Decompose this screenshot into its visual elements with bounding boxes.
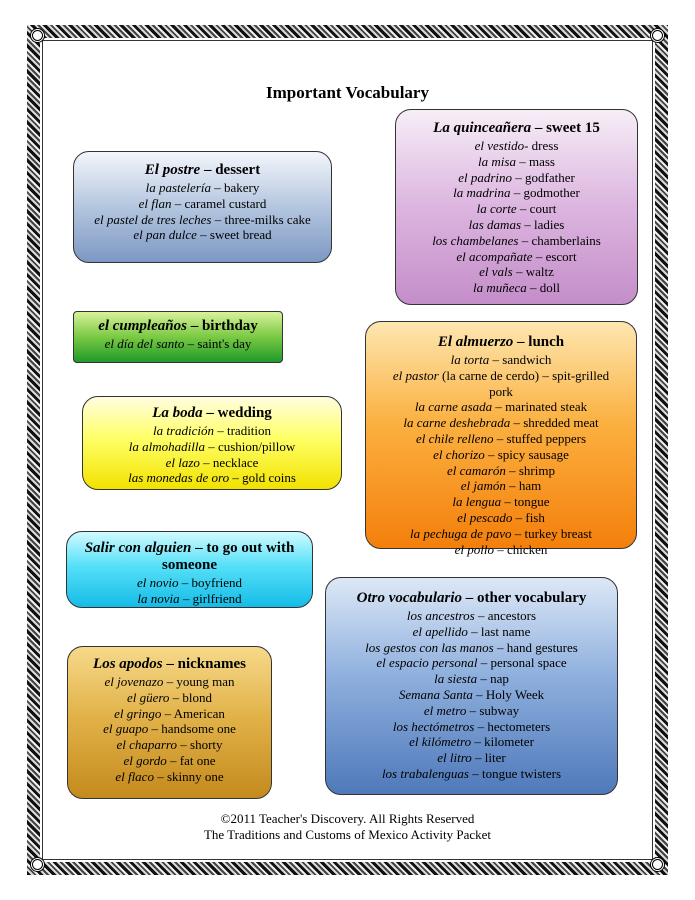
vocab-english-meaning: – tongue twisters (468, 765, 562, 781)
packet-title-line: The Traditions and Customs of Mexico Activity Packet (203, 827, 492, 842)
vocab-entry (326, 640, 617, 656)
vocab-entry (326, 734, 617, 750)
vocab-english-meaning: – fish (512, 509, 545, 525)
vocab-english-meaning: – handsome one (148, 721, 236, 737)
vocab-spanish-term: el litro (437, 750, 472, 766)
vocab-entry (396, 264, 637, 280)
vocab-entry (67, 591, 312, 607)
vocab-english-meaning: – hectometers (474, 718, 551, 734)
vocab-spanish-term: el pastel de tres leches (94, 211, 212, 227)
vocab-spanish-term: la corte (476, 201, 517, 217)
vocab-english-meaning: – fat one (166, 752, 216, 768)
vocab-english-meaning: – caramel custard (171, 195, 267, 211)
vocab-spanish-term: la almohadilla (128, 438, 205, 454)
vocab-entry (326, 655, 617, 671)
box-title (366, 334, 636, 351)
vocab-entry (83, 455, 341, 471)
vocab-spanish-term: el metro (423, 702, 467, 718)
vocab-spanish-term: los chambelanes (432, 232, 519, 248)
vocab-entry (67, 575, 312, 591)
vocab-entry (366, 510, 636, 526)
vocab-entry (366, 384, 636, 400)
vocab-english-meaning: – ancestors (474, 608, 537, 623)
vocab-entry (396, 280, 637, 296)
vocab-english-meaning: – waltz (512, 264, 554, 280)
vocab-entry (366, 447, 636, 463)
box-title-english: – wedding (202, 405, 272, 421)
box-title-english: – birthday (186, 318, 258, 334)
vocab-box-quinceanera (395, 109, 638, 305)
box-title-english: – sweet 15 (531, 120, 600, 136)
vocab-entry (396, 170, 637, 186)
vocab-english-meaning: – shorty (177, 737, 223, 753)
vocab-entry (326, 703, 617, 719)
vocab-english-meaning: – spicy sausage (484, 446, 569, 462)
vocab-spanish-term: el flaco (115, 768, 154, 784)
vocab-entry (68, 737, 271, 753)
vocab-entry (326, 766, 617, 782)
vocab-spanish-term: la tradición (152, 423, 214, 438)
box-title-spanish: el cumpleaños (98, 318, 187, 334)
vocab-entry (366, 352, 636, 368)
vocab-english-meaning: – godmother (510, 185, 580, 201)
box-title-english: – other vocabulary (462, 590, 587, 606)
vocab-box-salir (66, 531, 313, 608)
vocab-spanish-term: los gestos con las manos (365, 639, 494, 655)
vocab-entry (68, 674, 271, 690)
vocab-entry (68, 721, 271, 737)
vocab-entry (74, 336, 282, 352)
vocab-spanish-term: el lazo (165, 454, 200, 470)
vocab-spanish-term: los trabalenguas (381, 765, 469, 781)
vocab-english-meaning: – cushion/pillow (204, 438, 296, 454)
vocab-spanish-term: la muñeca (472, 280, 527, 296)
vocab-entry (396, 201, 637, 217)
vocab-entry (68, 769, 271, 785)
vocab-english-meaning: – tongue (501, 494, 550, 510)
vocab-english-meaning: – tradition (213, 423, 272, 438)
vocab-english-meaning: – liter (471, 750, 506, 766)
vocab-spanish-term: el novio (136, 575, 179, 590)
vocab-english-meaning: – sweet bread (196, 227, 272, 243)
copyright-line: ©2011 Teacher's Discovery. All Rights Reserved (220, 811, 475, 826)
vocab-english-meaning: – marinated steak (492, 399, 588, 415)
vocab-spanish-term: la madrina (453, 185, 511, 201)
vocab-english-meaning: – shrimp (505, 462, 555, 478)
vocab-spanish-term: las damas (468, 216, 522, 232)
vocab-box-apodos (67, 646, 272, 799)
vocab-english-meaning: – hand gestures (493, 639, 578, 655)
box-title-english: – to go out with someone (162, 540, 295, 573)
vocab-entry (326, 750, 617, 766)
box-title-spanish: La quinceañera (433, 120, 532, 136)
vocab-english-meaning: – mass (515, 153, 555, 169)
box-title (74, 162, 331, 179)
vocab-english-meaning: – Holy Week (472, 686, 545, 702)
vocab-spanish-term: el flan (138, 195, 172, 211)
vocab-entry (326, 687, 617, 703)
vocab-spanish-term: el gordo (123, 752, 167, 768)
vocab-english-meaning: – blond (169, 689, 213, 705)
vocab-english-meaning: – doll (526, 280, 561, 296)
vocab-english-meaning: – gold coins (229, 470, 296, 486)
vocab-english-meaning: – shredded meat (510, 415, 599, 431)
vocab-entry (366, 494, 636, 510)
vocab-entry (396, 154, 637, 170)
vocab-english-meaning: – skinny one (153, 768, 224, 784)
vocab-entry (396, 249, 637, 265)
vocab-spanish-term: el güero (126, 689, 170, 705)
box-title (396, 120, 637, 137)
vocab-entry (326, 719, 617, 735)
vocab-spanish-term: el camarón (447, 462, 506, 478)
vocab-spanish-term: el jovenazo (104, 674, 164, 689)
box-title-english: – nicknames (162, 656, 246, 672)
box-title (326, 590, 617, 607)
vocab-english-meaning: – young man (163, 674, 235, 689)
vocab-english-meaning: – American (161, 705, 225, 721)
box-title-spanish: Otro vocabulario (356, 590, 463, 606)
vocab-english-meaning: – three-milks cake (211, 211, 311, 227)
vocab-spanish-term: el pastor (392, 367, 439, 383)
vocab-spanish-term: el jamón (460, 478, 506, 494)
vocab-spanish-term: la lengua (452, 494, 502, 510)
vocab-spanish-term: el pollo (454, 541, 494, 557)
vocab-english-meaning: – stuffed peppers (493, 430, 587, 446)
vocab-english-meaning: – bakery (210, 180, 260, 195)
box-title-spanish: El almuerzo (437, 334, 514, 350)
vocab-english-meaning: – saint's day (184, 336, 252, 351)
vocab-spanish-term: el día del santo (104, 336, 185, 351)
vocab-spanish-term: los ancestros (406, 608, 475, 623)
box-title-spanish: Los apodos (93, 656, 163, 672)
vocab-entry (366, 415, 636, 431)
vocab-spanish-term: el acompañate (456, 248, 533, 264)
vocab-entry (366, 478, 636, 494)
vocab-english-meaning: – chicken (493, 541, 548, 557)
vocab-spanish-term: el pan dulce (133, 227, 197, 243)
box-title-spanish: El postre (144, 162, 201, 178)
vocab-english-meaning: – ham (505, 478, 542, 494)
vocab-entry (83, 470, 341, 486)
vocab-spanish-term: las monedas de oro (128, 470, 230, 486)
vocab-entry (326, 671, 617, 687)
box-title-english: – lunch (513, 334, 565, 350)
vocab-spanish-term: el chorizo (433, 446, 485, 462)
vocab-entry (366, 431, 636, 447)
vocab-spanish-term: el pescado (457, 509, 513, 525)
vocab-english-meaning: – last name (467, 623, 531, 639)
vocab-spanish-term: Semana Santa (398, 686, 473, 702)
vocab-english-meaning: – girlfriend (179, 590, 242, 606)
vocab-spanish-term: el vals (479, 264, 513, 280)
vocab-entry (396, 138, 637, 154)
vocab-spanish-term: la pastelería (145, 180, 211, 195)
vocab-english-meaning: – kilometer (471, 734, 534, 750)
vocab-entry (396, 217, 637, 233)
vocab-english-meaning: – necklace (199, 454, 259, 470)
vocab-entry (396, 185, 637, 201)
vocab-spanish-term: la carne asada (414, 399, 493, 415)
vocab-spanish-term: la misa (478, 153, 516, 169)
vocab-english-meaning: (la carne de cerdo) – spit-grilled (438, 367, 610, 383)
vocab-box-boda (82, 396, 342, 490)
vocab-entry (74, 227, 331, 243)
vocab-spanish-term: la novia (137, 590, 180, 606)
vocab-spanish-term: el chile relleno (415, 430, 494, 446)
vocab-english-meaning: pork (489, 383, 513, 399)
vocab-spanish-term: la torta (450, 352, 490, 367)
vocab-spanish-term: el apellido (412, 623, 468, 639)
vocab-english-meaning: – nap (477, 671, 509, 687)
corner-ornament-icon (650, 28, 665, 43)
vocab-entry (74, 196, 331, 212)
box-title-english: – dessert (200, 162, 261, 178)
vocab-entry (366, 399, 636, 415)
vocab-entry (83, 439, 341, 455)
vocab-english-meaning: – turkey breast (511, 525, 592, 541)
vocab-english-meaning: – subway (466, 702, 520, 718)
vocab-english-meaning: – boyfriend (178, 575, 243, 590)
vocab-spanish-term: el espacio personal (376, 655, 478, 671)
vocab-spanish-term: el gringo (114, 705, 162, 721)
vocab-english-meaning: – sandwich (489, 352, 552, 367)
vocab-english-meaning: – escort (532, 248, 577, 264)
vocab-english-meaning: – court (516, 201, 557, 217)
vocab-entry (74, 180, 331, 196)
corner-ornament-icon (30, 28, 45, 43)
vocab-english-meaning: - dress (524, 138, 559, 153)
vocab-entry (326, 624, 617, 640)
vocab-entry (68, 753, 271, 769)
vocab-spanish-term: la pechuga de pavo (410, 525, 512, 541)
vocab-entry (366, 526, 636, 542)
box-title (67, 540, 312, 574)
corner-ornament-icon (30, 857, 45, 872)
vocab-entry (68, 690, 271, 706)
vocab-english-meaning: – godfather (512, 169, 575, 185)
vocab-box-otro-vocabulario (325, 577, 618, 795)
box-title-spanish: Salir con alguien (84, 540, 192, 556)
box-title (83, 405, 341, 422)
vocab-entry (83, 423, 341, 439)
corner-ornament-icon (650, 857, 665, 872)
vocab-english-meaning: – chamberlains (518, 232, 601, 248)
vocab-spanish-term: los hectómetros (392, 718, 475, 734)
vocab-entry (68, 706, 271, 722)
vocab-spanish-term: el guapo (103, 721, 149, 737)
vocab-entry (366, 463, 636, 479)
box-title-spanish: La boda (152, 405, 203, 421)
vocab-english-meaning: – ladies (521, 216, 565, 232)
vocab-box-postre (73, 151, 332, 263)
box-title (68, 656, 271, 673)
vocab-box-cumpleanos (73, 311, 283, 363)
vocab-spanish-term: la siesta (434, 671, 478, 687)
vocab-spanish-term: el kilómetro (409, 734, 472, 750)
vocab-english-meaning: – personal space (477, 655, 567, 671)
box-title (74, 318, 282, 335)
vocab-spanish-term: la carne deshebrada (403, 415, 511, 431)
vocab-entry (396, 233, 637, 249)
vocab-spanish-term: el padrino (458, 169, 512, 185)
vocab-spanish-term: el chaparro (116, 737, 178, 753)
vocab-entry (326, 608, 617, 624)
vocab-box-almuerzo (365, 321, 637, 557)
vocab-entry (74, 212, 331, 228)
vocab-entry (366, 368, 636, 384)
vocab-entry (366, 542, 636, 558)
vocab-spanish-term: el vestido (474, 138, 525, 153)
page-title: Important Vocabulary (266, 83, 429, 102)
